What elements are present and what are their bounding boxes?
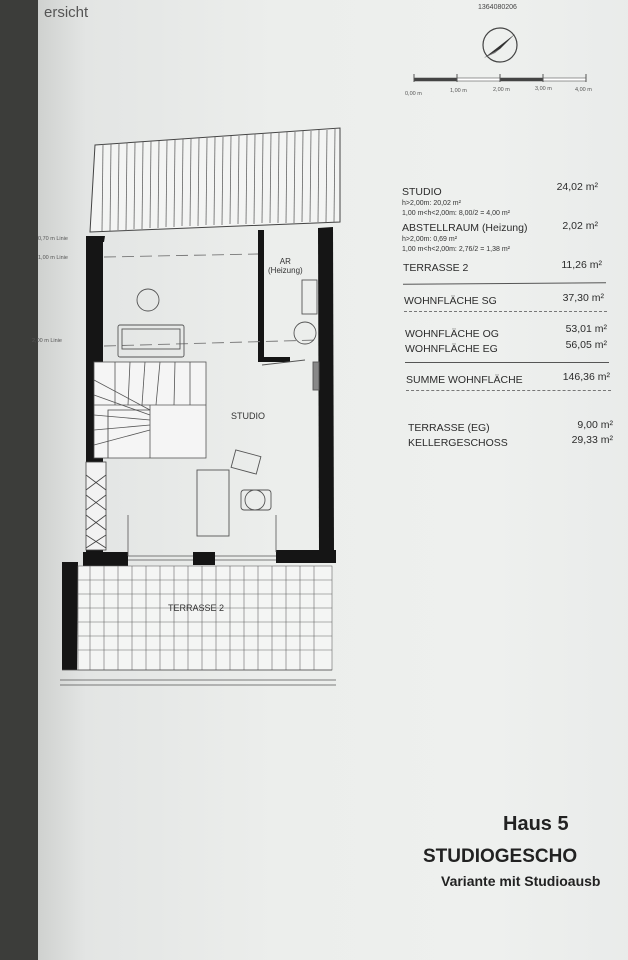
- area-value: 24,02 m²: [556, 181, 598, 193]
- area-value: 9,00 m²: [577, 419, 613, 431]
- scale-label: 1,00 m: [450, 88, 467, 94]
- area-value: 146,36 m²: [562, 371, 610, 383]
- variant-title: Variante mit Studioausb: [441, 873, 601, 889]
- room-label-terrace: TERRASSE 2: [168, 603, 225, 613]
- room-label-studio: STUDIO: [231, 411, 266, 421]
- staircase: [94, 362, 206, 458]
- area-value: 37,30 m²: [562, 292, 604, 304]
- area-value: 11,26 m²: [561, 259, 602, 271]
- area-label: TERRASSE 2: [403, 262, 469, 274]
- area-label: TERRASSE (EG): [408, 422, 490, 434]
- scale-label: 0,00 m: [405, 91, 422, 97]
- floor-title: STUDIOGESCHO: [423, 846, 578, 867]
- scale-label: 3,00 m: [535, 86, 552, 92]
- separator: [404, 311, 607, 312]
- house-title: Haus 5: [503, 813, 569, 835]
- area-label: STUDIO: [402, 186, 442, 198]
- scale-label: 2,00 m: [493, 87, 510, 93]
- area-note: 1,00 m<h<2,00m: 2,76/2 = 1,38 m²: [402, 246, 510, 253]
- area-label: ABSTELLRAUM (Heizung): [402, 222, 528, 234]
- separator: [406, 390, 611, 391]
- level-line-label: 1,00 m Linie: [38, 255, 68, 261]
- area-label: WOHNFLÄCHE EG: [405, 343, 498, 355]
- room-label-ar-line: (Heizung): [268, 266, 303, 275]
- scale-bar: [410, 68, 600, 88]
- area-label: WOHNFLÄCHE SG: [404, 295, 497, 307]
- area-value: 53,01 m²: [565, 323, 607, 335]
- area-value: 29,33 m²: [571, 434, 613, 446]
- area-label: KELLERGESCHOSS: [408, 437, 508, 449]
- level-line-label: 0,70 m Linie: [38, 236, 68, 242]
- room-label-ar: [268, 257, 303, 275]
- area-note: h>2,00m: 0,69 m²: [402, 236, 458, 243]
- terrace-tiles: [78, 566, 332, 670]
- area-note: h>2,00m: 20,02 m²: [402, 200, 461, 207]
- header-title-fragment: ersicht: [44, 4, 89, 21]
- area-label: SUMME WOHNFLÄCHE: [406, 374, 523, 386]
- area-value: 2,02 m²: [562, 220, 598, 232]
- room-label-ar-line: AR: [279, 257, 291, 266]
- scale-label: 4,00 m: [575, 87, 592, 93]
- area-label: WOHNFLÄCHE OG: [405, 328, 499, 340]
- area-note: 1,00 m<h<2,00m: 8,00/2 = 4,00 m²: [402, 210, 510, 217]
- floor-plan: [0, 0, 360, 700]
- area-value: 56,05 m²: [565, 339, 607, 351]
- roof-hatching: [90, 128, 340, 232]
- stair-side-hatch: [86, 462, 106, 550]
- north-arrow-icon: [478, 24, 522, 66]
- separator: [405, 362, 609, 363]
- level-line-label: 2,00 m Linie: [32, 338, 62, 344]
- document-number: 1364080206: [478, 4, 517, 11]
